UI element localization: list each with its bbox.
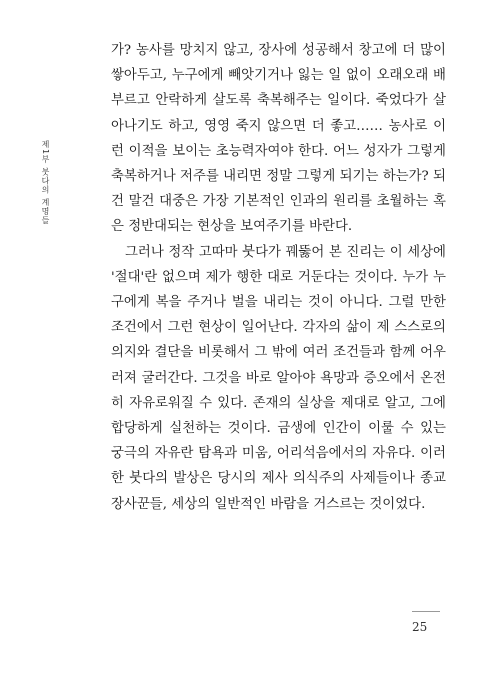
paragraph-2: 그러나 정작 고따마 붓다가 꿰뚫어 본 진리는 이 세상에 '절대'란 없으며 제가 행한 대로 거둔다는 것이다. 누가 누구에게 복을 주거나 벌을 내리는 것이 아니다. 그럴 만한 조건에서 그런 현상이 일어난다. 각자의 삶이 제 스스로의 의지와 결단을 비롯해서 그 밖에 여러 조건들과 함께 어우러져 굴러간다. 그것을 바로 알아야 욕망과 증오에서 온전히 자유로워질 수 있다. 존재의 실상을 제대로 알고, 그에 합당하게 실천하는 것이다. 금생에 인간이 이룰 수 있는 궁극의 자유란 탐욕과 미움, 어리석음에서의 자유다. 이러한 붓다의 발상은 당시의 제사 의식주의 사제들이나 종교 장사꾼들, 세상의 일반적인 바람을 거스르는 것이었다. (111, 244, 446, 512)
body-text (111, 38, 446, 517)
paragraph-1: 가? 농사를 망치지 않고, 장사에 성공해서 창고에 더 많이 쌓아두고, 누구에게 빼앗기거나 잃는 일 없이 오래오래 배부르고 안락하게 살도록 축복해주는 일이다. 죽었다가 살아나기도 하고, 영영 죽지 않으면 더 좋고…… 농사로 이런 이적을 보이는 초능력자여야 한다. 어느 성자가 그렇게 축복하거나 저주를 내리면 정말 그렇게 되기는 하는가? 되건 말건 대중은 가장 기본적인 인과의 원리를 초월하는 혹은 정반대되는 현상을 보여주기를 바란다. (111, 43, 446, 235)
running-head: 제1부 붓다의 계명들 (41, 140, 50, 226)
page-number: 25 (412, 620, 428, 634)
footer-rule (412, 611, 440, 612)
